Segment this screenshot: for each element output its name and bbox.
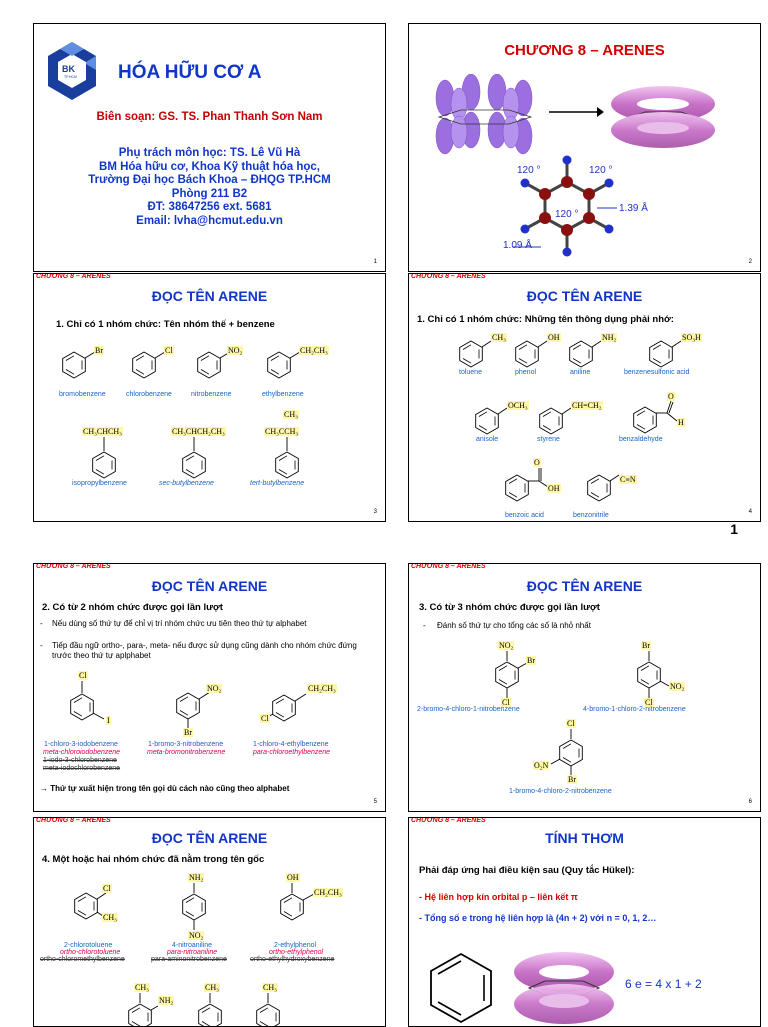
substituent-label: CH₃ <box>492 333 506 342</box>
compound-name: 2-bromo-4-chloro-1-nitrobenzene <box>417 706 520 713</box>
compound-name: 2-ethylphenol <box>274 942 317 949</box>
substituent-label: NH₂ <box>189 873 204 882</box>
bullet-text: Tiếp đầu ngữ ortho-, para-, meta- nếu được sử dụng cũng dành cho nhóm chức đứng trước theo thứ tự aplphabet <box>52 641 357 660</box>
tert-butylbenzene-structure <box>272 437 312 485</box>
compound-name: benzenesulfonic acid <box>624 369 690 376</box>
slide-3 <box>33 273 386 522</box>
substituent-label: OH <box>548 333 560 342</box>
compound-name: bromobenzene <box>59 391 106 398</box>
bullet-item <box>40 619 360 629</box>
compound-name: aniline <box>570 369 591 376</box>
compound-name: 1-chloro-4-ethylbenzene <box>253 741 329 748</box>
substituent-label: Br <box>95 346 103 355</box>
huckel-rule-2: - Tổng số e trong hệ liên hợp là (4n + 2) với n = 0, 1, 2… <box>419 913 657 923</box>
bromobenzene-structure <box>54 344 114 384</box>
slide-title: CHƯƠNG 8 – ARENES <box>504 42 665 59</box>
substituent-label: I <box>107 716 110 725</box>
substituent-label: NH₂ <box>602 333 617 342</box>
compound-name: nitrobenzene <box>191 391 232 398</box>
slide-number: 2 <box>748 259 752 265</box>
substituent-label: Cl <box>567 719 575 728</box>
chlorotoluene-structure <box>64 880 124 932</box>
substituent-label: Cl <box>261 714 269 723</box>
substituent-label: CH₃CHCH₂CH₃ <box>172 427 225 436</box>
slide-number: 4 <box>748 509 752 515</box>
substituent-label: CH₃CHCH₃ <box>83 427 122 436</box>
compound-name-common: ortho-ethylphenol <box>269 949 324 956</box>
benzonitrile-structure <box>579 466 629 506</box>
bullet-item <box>423 621 743 631</box>
slide-number: 3 <box>373 509 377 515</box>
compound-name: toluene <box>459 369 482 376</box>
substituent-label: Br <box>642 641 650 650</box>
compound-name-common: ortho-chlorotoluene <box>60 949 121 956</box>
slide-title: TÍNH THƠM <box>545 830 624 846</box>
slide-1 <box>33 23 386 272</box>
electron-count-equation: 6 e = 4 x 1 + 2 <box>625 977 702 991</box>
chlorobenzene-structure <box>124 344 184 384</box>
slide-8 <box>408 817 761 1027</box>
chapter-header: CHƯƠNG 8 – ARENES <box>411 563 486 570</box>
alphabet-note: → Thứ tự xuất hiện trong tên gọi dù cách nào cũng theo alphabet <box>40 784 290 793</box>
sec-butylbenzene-structure <box>179 437 219 485</box>
compound-name: 4-bromo-1-chloro-2-nitrobenzene <box>583 706 686 713</box>
substituent-label: CH₃CCH₃ <box>265 427 299 436</box>
bullet-text: Đánh số thứ tự cho tổng các số là nhỏ nhất <box>437 621 591 630</box>
slide-title: ĐỌC TÊN ARENE <box>151 578 268 594</box>
substituent-label: CH₃ <box>135 983 149 992</box>
slide-title: ĐỌC TÊN ARENE <box>151 830 268 846</box>
slide-5 <box>33 563 386 812</box>
substituent-label: Br <box>527 656 535 665</box>
bond-angle-label: 120 ° <box>589 165 613 176</box>
structure-c <box>535 729 595 789</box>
isopropylbenzene-structure <box>89 437 129 485</box>
section-heading: 1. Chỉ có 1 nhóm chức: Những tên thông dụng phải nhớ: <box>417 314 674 325</box>
pi-cloud-torus-image <box>607 82 719 150</box>
slide-number: 5 <box>373 799 377 805</box>
benzoic-acid-structure <box>497 460 567 506</box>
compound-name: anisole <box>476 436 499 443</box>
compound-name: 2-chlorotoluene <box>64 942 113 949</box>
substituent-label: NH₂ <box>159 996 174 1005</box>
p-orbitals-image <box>431 74 541 159</box>
substituent-label: O <box>668 392 674 401</box>
bullet-item <box>40 641 360 661</box>
substituent-label: CH₃ <box>284 410 298 419</box>
compound-name: phenol <box>515 369 537 376</box>
bullet-text: Nếu dùng số thứ tự để chỉ vị trí nhóm chức ưu tiên theo thứ tự alphabet <box>52 619 307 628</box>
contact-block <box>34 147 385 228</box>
compound-name: styrene <box>537 436 560 443</box>
substituent-label: OCH₃ <box>508 401 528 410</box>
substituent-label: CH₃ <box>263 983 277 992</box>
compound-name: 1-bromo-4-chloro-2-nitrobenzene <box>509 788 612 795</box>
contact-line: Phòng 211 B2 <box>171 187 248 200</box>
substituent-label: OH <box>287 873 299 882</box>
slide-6 <box>408 563 761 812</box>
slide-7 <box>33 817 386 1027</box>
slide-number: 1 <box>373 259 377 265</box>
substituent-label: Cl <box>645 698 653 707</box>
compound-name: 4-nitroaniline <box>172 942 213 949</box>
substituent-label: CH₂CH₃ <box>308 684 336 693</box>
section-heading: 4. Một hoặc hai nhóm chức đã nằm trong tên gốc <box>42 854 265 865</box>
arrow-icon <box>549 106 604 118</box>
compound-name-common: meta-bromonitrobenzene <box>147 749 226 756</box>
substituent-label: CH₂CH₃ <box>314 888 342 897</box>
cc-bond-length: 1.39 Å <box>619 203 648 214</box>
slide-4 <box>408 273 761 522</box>
chapter-header: CHƯƠNG 8 – ARENES <box>36 563 111 570</box>
bullet-mark: - <box>40 641 43 650</box>
bullet-mark: - <box>40 619 43 628</box>
compound-name-common: para-chloroethylbenzene <box>253 749 331 756</box>
chloroiodobenzene-structure <box>64 681 124 733</box>
bk-logo-text: BK <box>62 64 75 74</box>
page-number: 1 <box>730 521 738 537</box>
substituent-label: NO₂ <box>499 641 514 650</box>
substituent-label: Cl <box>79 671 87 680</box>
substituent-label: NO₂ <box>228 346 243 355</box>
substituent-label: NO₂ <box>207 684 222 693</box>
compound-name: benzaldehyde <box>619 436 663 443</box>
compound-name-wrong: meta-iodochlorobenzene <box>43 765 121 772</box>
structure-b <box>631 651 681 709</box>
compound-name-common: para-nitroaniline <box>167 949 218 956</box>
substituent-label: SO₃H <box>682 333 701 342</box>
section-heading: 3. Có từ 3 nhóm chức được gọi lần lượt <box>419 602 600 613</box>
pi-cloud-torus-image <box>509 948 619 1027</box>
substituent-label: NO₂ <box>189 931 204 940</box>
author-line: Biên soạn: GS. TS. Phan Thanh Sơn Nam <box>96 111 323 123</box>
substituent-label: Cl <box>103 884 111 893</box>
substituent-label: CH₃ <box>103 913 117 922</box>
contact-line: BM Hóa hữu cơ, Khoa Kỹ thuật hóa học, <box>99 160 320 173</box>
chapter-header: CHƯƠNG 8 – ARENES <box>411 817 486 824</box>
substituent-label: NO₂ <box>670 682 685 691</box>
contact-line: Trường Đại học Bách Khoa – ĐHQG TP.HCM <box>88 174 331 186</box>
compound-name-wrong: 1-iodo-3-chlorobenzene <box>43 757 117 764</box>
compound-name: 1-bromo-3-nitrobenzene <box>148 741 224 748</box>
slide-number: 6 <box>748 799 752 805</box>
course-title: HÓA HỮU CƠ A <box>118 62 262 83</box>
benzaldehyde-structure <box>625 392 695 438</box>
substituent-label: Br <box>184 728 192 737</box>
substituent-label: Br <box>568 775 576 784</box>
substituent-label: O₂N <box>534 761 549 770</box>
substituent-label: CH=CH₂ <box>572 401 602 410</box>
substituent-label: C≡N <box>620 475 636 484</box>
contact-line: Phụ trách môn học: TS. Lê Vũ Hà <box>118 147 301 159</box>
compound-name-wrong: ortho-ethylhydroxybenzene <box>250 956 335 963</box>
slide-title: ĐỌC TÊN ARENE <box>526 578 643 594</box>
compound-name: isopropylbenzene <box>72 480 127 487</box>
substituent-label: CH₃ <box>205 983 219 992</box>
contact-line: Email: lvha@hcmut.edu.vn <box>136 214 283 227</box>
chapter-header: CHƯƠNG 8 – ARENES <box>411 273 486 280</box>
bk-logo-subtext: TP.HCM <box>64 75 77 79</box>
substituent-label: Cl <box>502 698 510 707</box>
compound-name-wrong: para-aminonitrobenzene <box>151 956 227 963</box>
contact-line: ĐT: 38647256 ext. 5681 <box>147 201 272 213</box>
huckel-intro: Phải đáp ứng hai điều kiện sau (Quy tắc Hükel): <box>419 865 635 876</box>
substituent-label: Cl <box>165 346 173 355</box>
compound-name: 1-chloro-3-iodobenzene <box>44 741 118 748</box>
slide-2 <box>408 23 761 272</box>
substituent-label: OH <box>548 484 560 493</box>
bond-angle-label: 120 ° <box>555 209 579 220</box>
methyl-structure-2 <box>196 993 236 1027</box>
compound-name: sec-butylbenzene <box>159 480 214 487</box>
bullet-mark: - <box>423 621 426 630</box>
ch-bond-length: 1.09 Å <box>503 240 532 251</box>
methyl-structure-3 <box>254 993 294 1027</box>
compound-name: chlorobenzene <box>126 391 172 398</box>
slide-title: ĐỌC TÊN ARENE <box>151 288 268 304</box>
section-heading: 1. Chỉ có 1 nhóm chức: Tên nhóm thế + benzene <box>56 319 275 330</box>
compound-name: benzoic acid <box>505 512 544 519</box>
compound-name: tert-butylbenzene <box>250 480 305 487</box>
chapter-header: CHƯƠNG 8 – ARENES <box>36 273 111 280</box>
huckel-rule-1: - Hệ liên hợp kín orbital p – liên kết π <box>419 892 578 902</box>
compound-name: benzonitrile <box>573 512 609 519</box>
compound-name: ethylbenzene <box>262 391 304 398</box>
substituent-label: CH₂CH₃ <box>300 346 328 355</box>
section-heading: 2. Có từ 2 nhóm chức được gọi lần lượt <box>42 602 223 613</box>
substituent-label: O <box>534 458 540 467</box>
chapter-header: CHƯƠNG 8 – ARENES <box>36 817 111 824</box>
compound-name-common: meta-chloroiodobenzene <box>43 749 121 756</box>
substituent-label: H <box>678 418 684 427</box>
benzene-ring-structure <box>421 948 501 1027</box>
compound-name-wrong: ortho-chloromethylbenzene <box>40 956 125 963</box>
bond-angle-label: 120 ° <box>517 165 541 176</box>
slide-title: ĐỌC TÊN ARENE <box>526 288 643 304</box>
